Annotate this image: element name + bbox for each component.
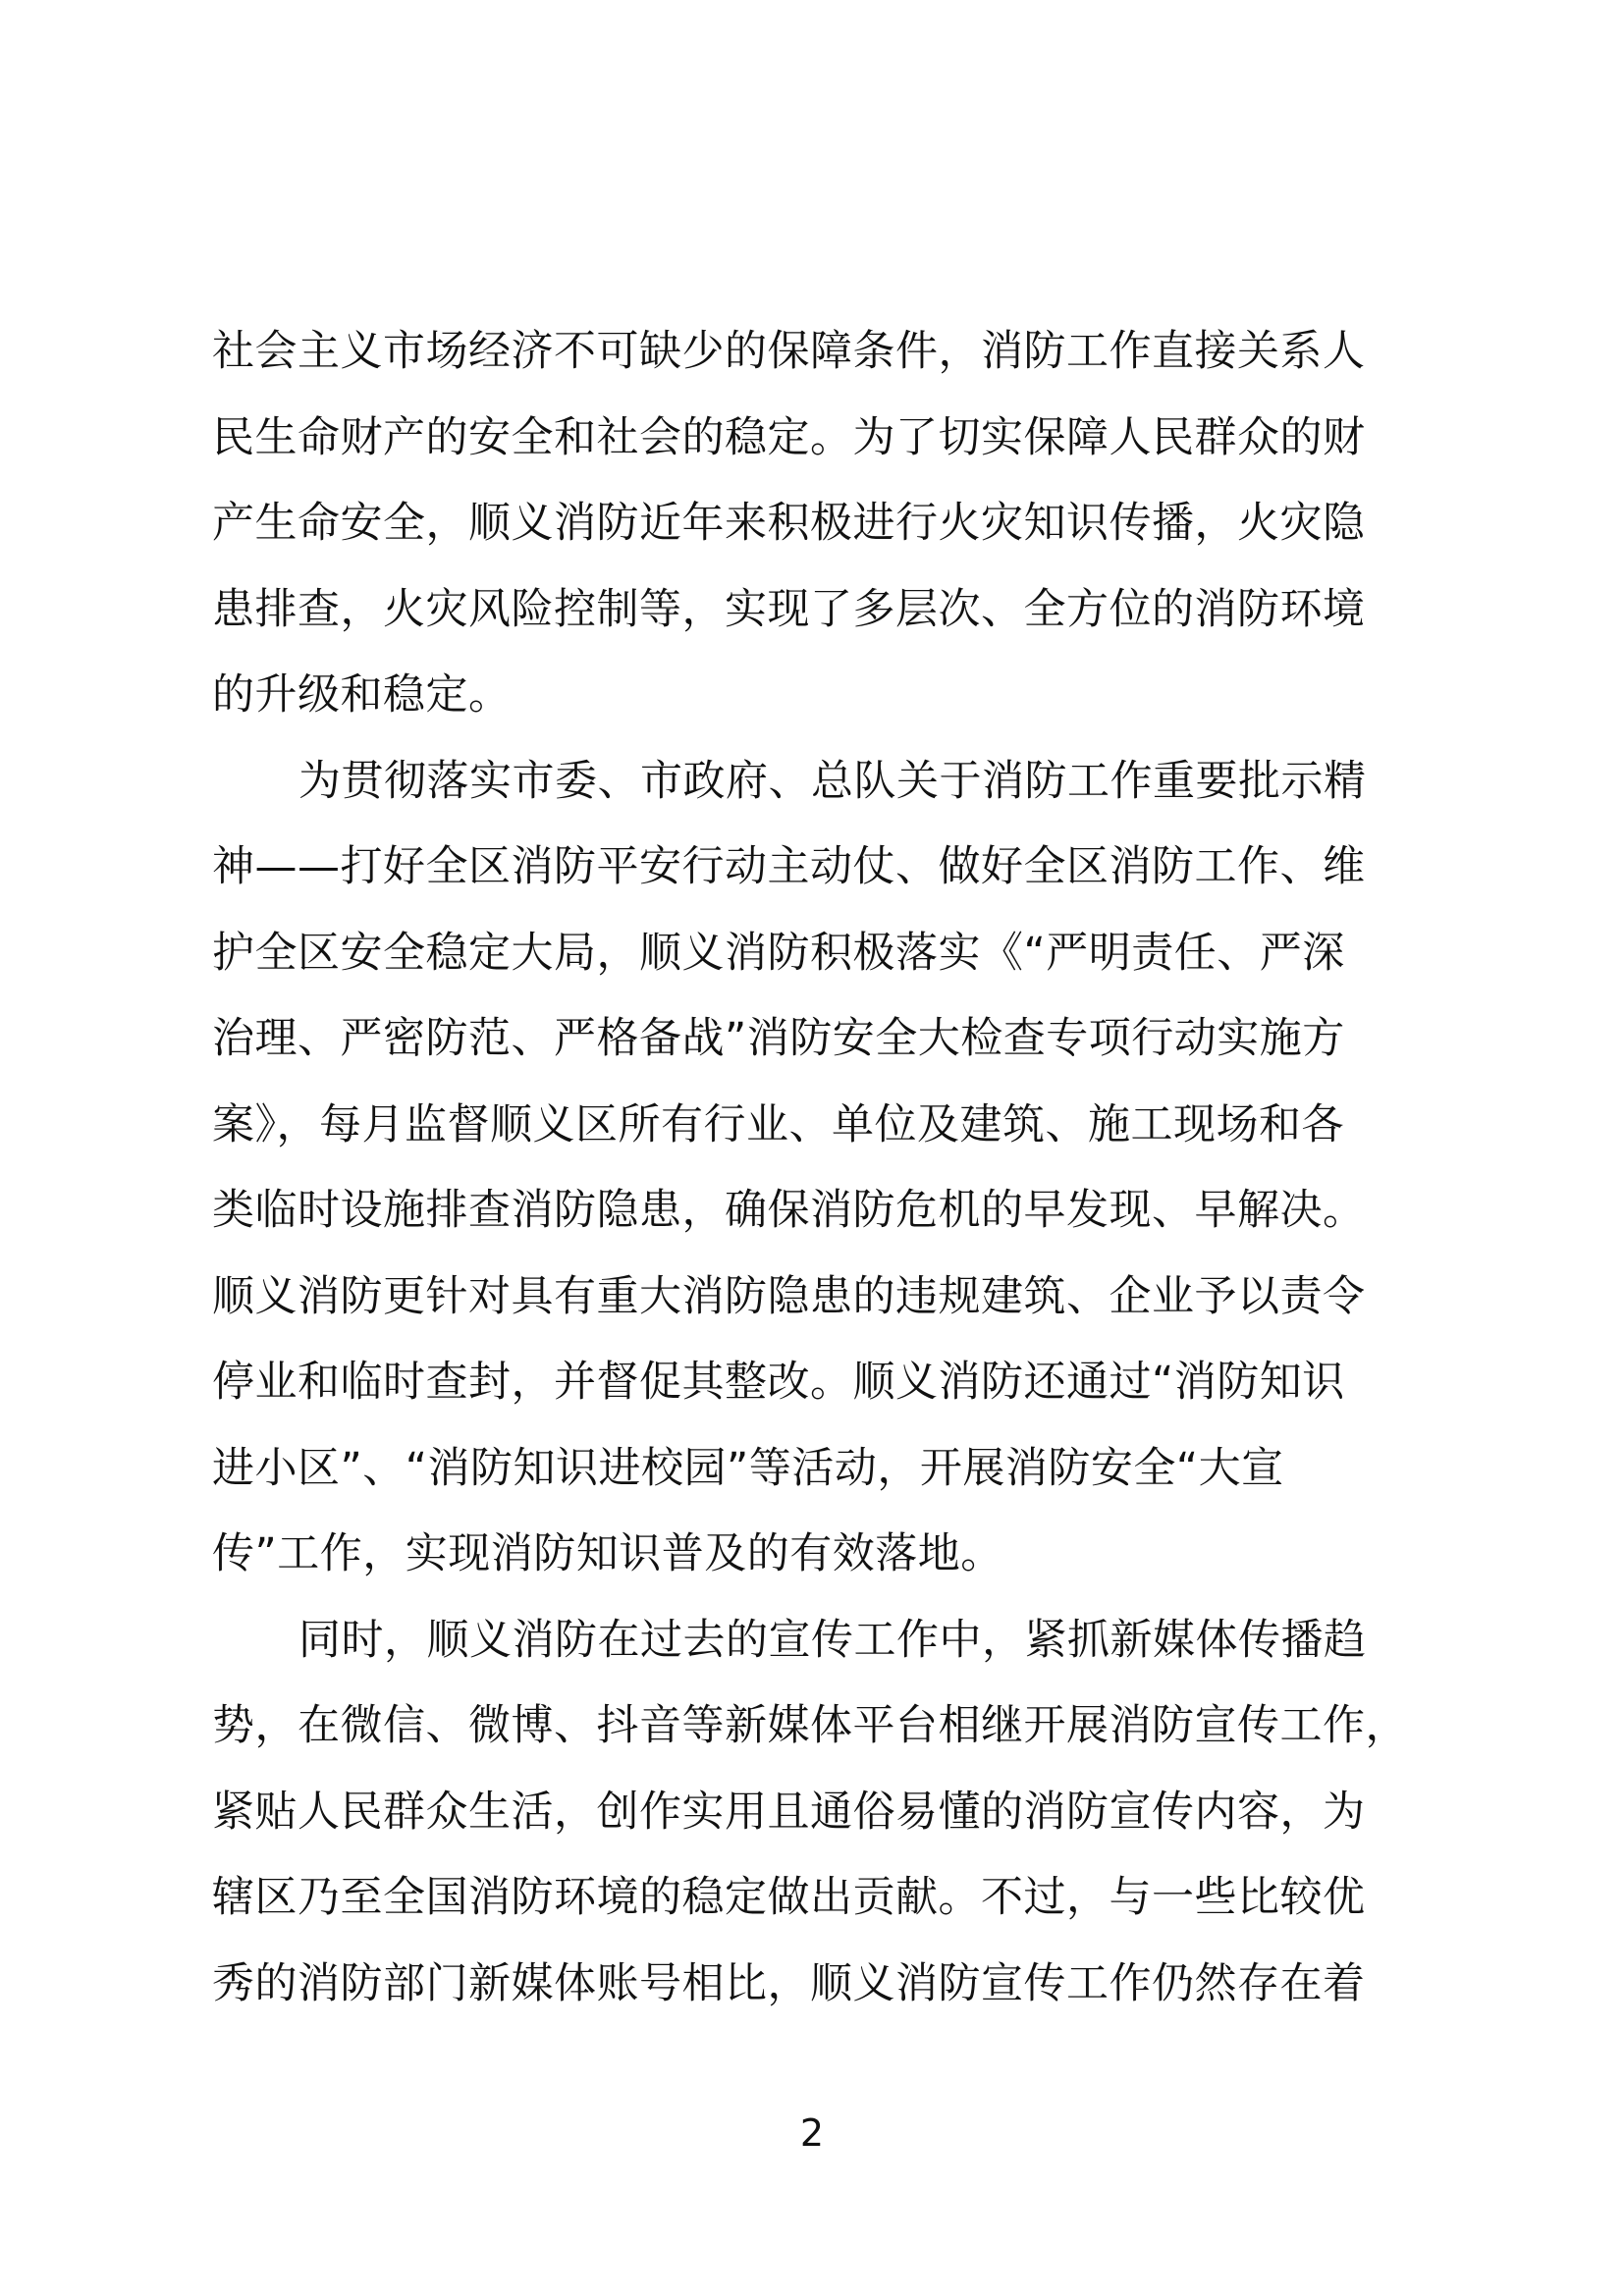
text-line: 顺义消防更针对具有重大消防隐患的违规建筑、企业予以责令	[212, 1271, 1366, 1321]
text-line: 为贯彻落实市委、市政府、总队关于消防工作重要批示精	[298, 756, 1367, 806]
text-line: 辖区乃至全国消防环境的稳定做出贡献。不过，与一些比较优	[212, 1873, 1366, 1922]
paragraph-3	[212, 1598, 1430, 2028]
text-line: 秀的消防部门新媒体账号相比，顺义消防宣传工作仍然存在着	[212, 1958, 1366, 2008]
text-line: 进小区”、“消防知识进校园”等活动，开展消防安全“大宣	[212, 1443, 1284, 1493]
text-line: 案》，每月监督顺义区所有行业、单位及建筑、施工现场和各	[212, 1099, 1344, 1149]
text-line: 类临时设施排查消防隐患，确保消防危机的早发现、早解决。	[212, 1186, 1366, 1235]
text-line: 护全区安全稳定大局，顺义消防积极落实《“严明责任、严深	[212, 928, 1345, 978]
text-line: 治理、严密防范、严格备战”消防安全大检查专项行动实施方	[212, 1014, 1345, 1063]
text-line: 的升级和稳定。	[212, 670, 512, 720]
page-number: 2	[799, 2111, 825, 2155]
text-line: 传”工作，实现消防知识普及的有效落地。	[212, 1529, 1003, 1578]
paragraph-1	[212, 309, 1430, 739]
paragraph-2	[212, 739, 1430, 1598]
text-line: 民生命财产的安全和社会的稳定。为了切实保障人民群众的财	[212, 412, 1366, 462]
text-line: 神——打好全区消防平安行动主动仗、做好全区消防工作、维	[212, 842, 1366, 891]
text-line: 社会主义市场经济不可缺少的保障条件，消防工作直接关系人	[212, 327, 1366, 376]
text-line: 产生命安全，顺义消防近年来积极进行火灾知识传播，火灾隐	[212, 499, 1366, 548]
text-line: 紧贴人民群众生活，创作实用且通俗易懂的消防宣传内容，为	[212, 1787, 1366, 1837]
text-line: 停业和临时查封，并督促其整改。顺义消防还通过“消防知识	[212, 1358, 1345, 1407]
body-text	[212, 309, 1430, 2027]
text-line: 患排查，火灾风险控制等，实现了多层次、全方位的消防环境	[212, 584, 1366, 634]
text-line: 势，在微信、微博、抖音等新媒体平台相继开展消防宣传工作，	[212, 1701, 1408, 1750]
text-line: 同时，顺义消防在过去的宣传工作中，紧抓新媒体传播趋	[298, 1615, 1367, 1665]
